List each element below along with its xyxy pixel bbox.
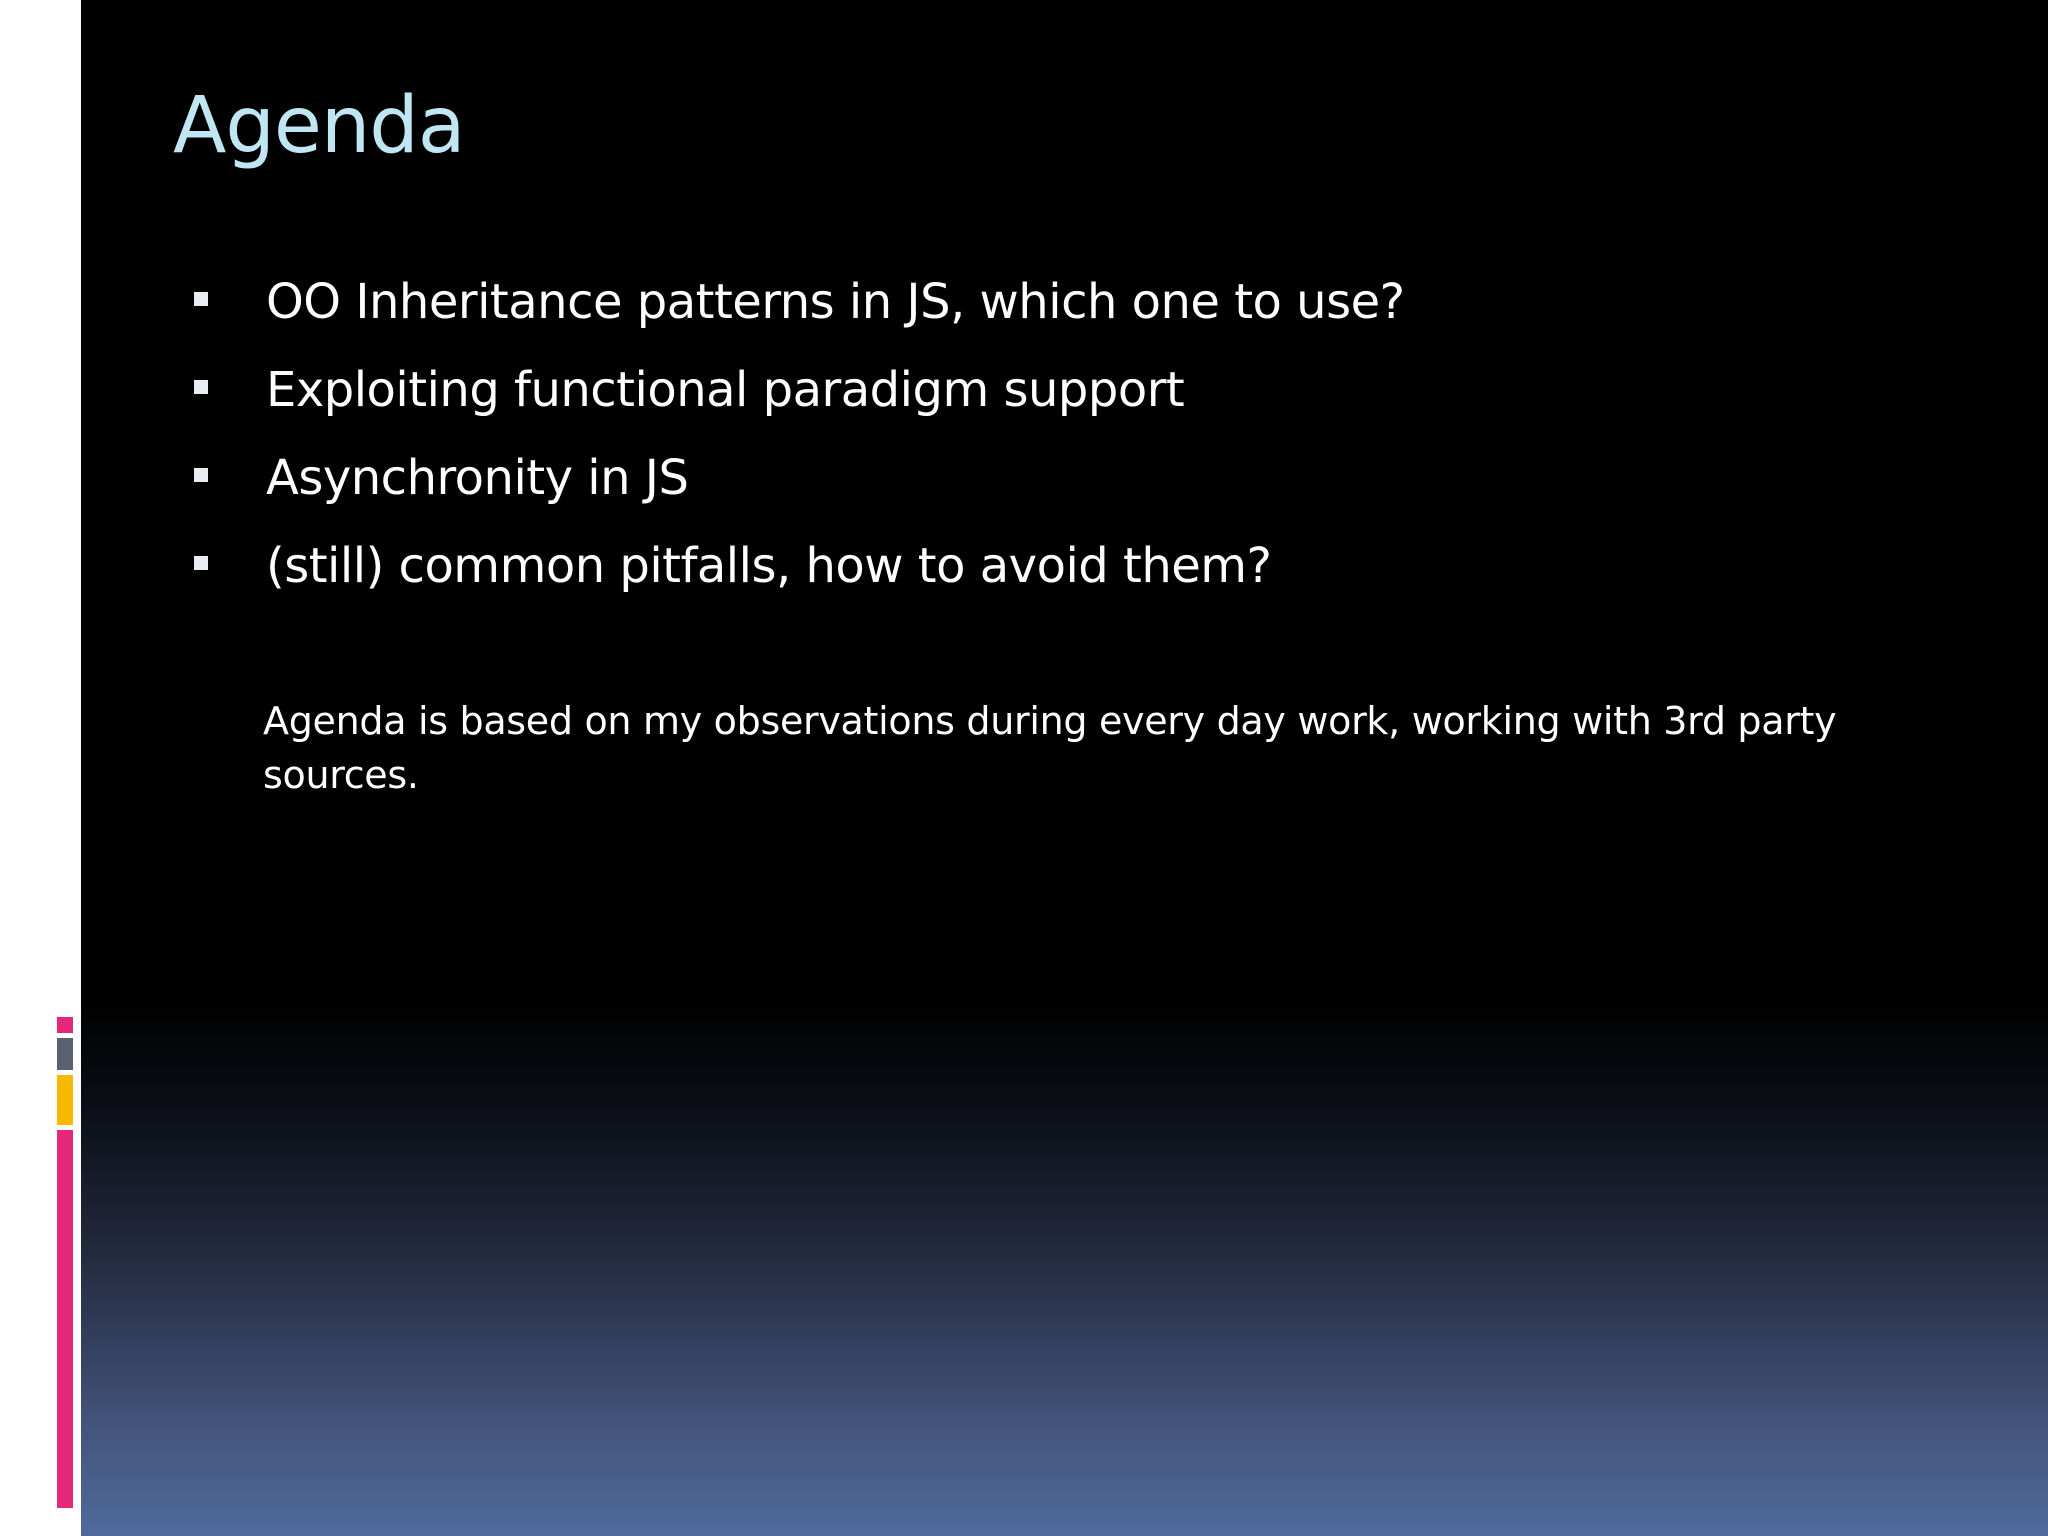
slide-title: Agenda bbox=[173, 81, 465, 171]
accent-bar-yellow bbox=[57, 1075, 73, 1125]
bullet-text: Exploiting functional paradigm support bbox=[266, 362, 1185, 418]
square-bullet-icon bbox=[194, 292, 208, 306]
barcode-decoration-icon bbox=[48, 151, 81, 235]
bullet-text: Asynchronity in JS bbox=[266, 450, 689, 506]
square-bullet-icon bbox=[194, 468, 208, 482]
accent-bar-pink-long bbox=[57, 1130, 73, 1508]
accent-bar-pink-small bbox=[57, 1017, 73, 1033]
agenda-note: Agenda is based on my observations during every day work, working with 3rd party sources. bbox=[263, 699, 1837, 797]
bullet-text: (still) common pitfalls, how to avoid them? bbox=[266, 538, 1272, 594]
bullet-text: OO Inheritance patterns in JS, which one to use? bbox=[266, 274, 1405, 330]
square-bullet-icon bbox=[194, 556, 208, 570]
square-bullet-icon bbox=[194, 380, 208, 394]
accent-bar-gray bbox=[57, 1038, 73, 1070]
